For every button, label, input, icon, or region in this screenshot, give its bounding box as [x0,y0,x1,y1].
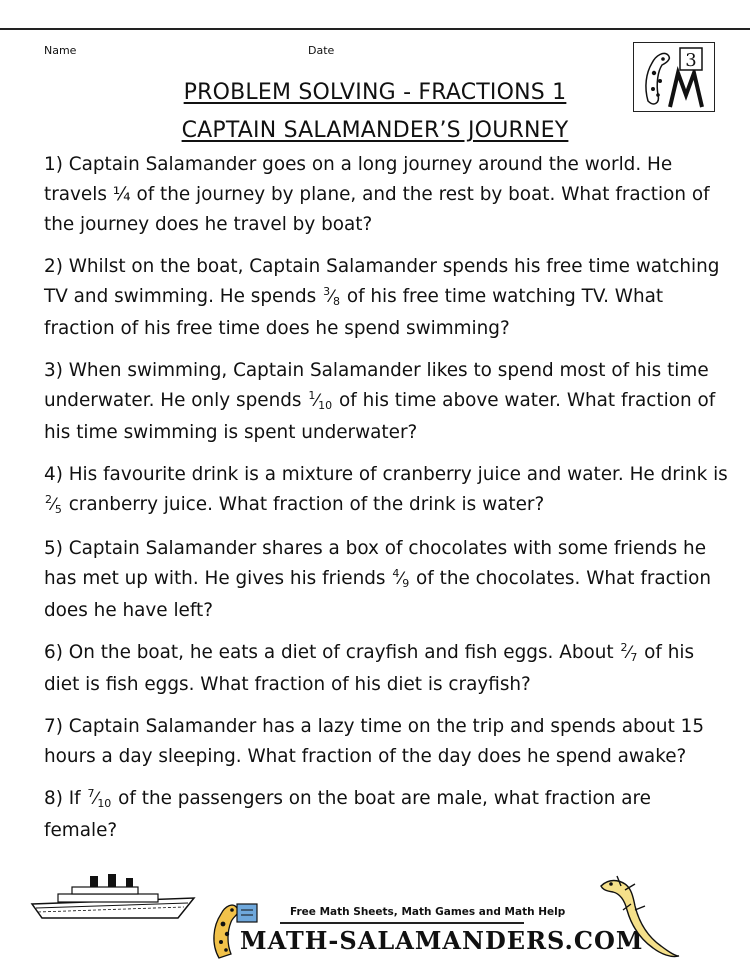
question-4 [44,460,728,522]
question-1 [44,150,716,240]
lizard-icon [595,870,685,960]
question-line: 5) Captain Salamander shares a box of chocolates with some friends he [44,538,707,559]
fraction-numerator: 3 [323,285,331,298]
question-line: travels ¼ of the journey by plane, and the rest by boat. What fraction of [44,184,710,205]
footer-site-logo[interactable] [240,926,643,955]
question-line-with-fraction [44,490,716,522]
question-line: 2) Whilst on the boat, Captain Salamander spends his free time watching [44,256,720,277]
worksheet-title: PROBLEM SOLVING - FRACTIONS 1 [183,80,567,105]
question-text: of his time above water. What fraction of [333,390,716,411]
top-rule [0,28,750,30]
question-7 [44,712,716,772]
question-line: female? [44,820,118,841]
question-line: 4) His favourite drink is a mixture of cranberry juice and water. He drink is [44,464,728,485]
footer-logo-initial: M [240,926,268,955]
question-line: the journey does he travel by boat? [44,214,373,235]
question-text: of his [638,642,695,663]
question-line: does he have left? [44,600,213,621]
grade-number: 3 [685,50,697,71]
question-5 [44,534,716,626]
question-line-with-fraction [44,784,716,816]
fraction: $^3$⁄8 [323,285,340,308]
fraction-denominator: 5 [54,503,62,516]
question-list [44,150,728,858]
question-text: has met up with. He gives his friends [44,568,392,589]
date-label: Date [308,44,335,57]
fraction-denominator: 10 [318,399,333,412]
question-line: hours a day sleeping. What fraction of the day does he spend awake? [44,746,687,767]
fraction: $^4$⁄9 [392,567,410,590]
fraction: $^7$⁄10 [87,787,112,810]
ship-icon [28,870,198,922]
fraction-numerator: 1 [308,389,316,402]
fraction-numerator: 4 [392,567,400,580]
question-text: TV and swimming. He spends [44,286,323,307]
footer-tagline: Free Math Sheets, Math Games and Math Help [290,906,566,918]
question-line-with-fraction [44,282,716,314]
question-text: underwater. He only spends [44,390,308,411]
fraction-denominator: 7 [630,651,638,664]
footer-rule [280,922,524,924]
question-text: 8) If [44,788,87,809]
question-line-with-fraction [44,386,716,418]
fraction-numerator: 2 [45,493,52,506]
question-line: diet is fish eggs. What fraction of his diet is crayfish? [44,674,531,695]
question-3 [44,356,716,448]
question-text: of the chocolates. What fraction [410,568,712,589]
fraction: $^2$⁄7 [620,641,638,664]
worksheet-subtitle: CAPTAIN SALAMANDER’S JOURNEY [181,118,569,143]
fraction-denominator: 9 [402,577,410,590]
question-line: his time swimming is spent underwater? [44,422,418,443]
question-text: of the passengers on the boat are male, what fraction are [112,788,651,809]
question-text: 6) On the boat, he eats a diet of crayfish and fish eggs. About [44,642,620,663]
salamander-logo-icon [634,43,714,111]
question-6 [44,638,716,700]
question-2 [44,252,720,344]
fraction: $^1$⁄10 [308,389,333,412]
fraction-numerator: 7 [87,787,95,800]
question-line-with-fraction [44,638,716,670]
question-8 [44,784,716,846]
footer-logo-word: ATH-SALAMANDERS.COM [267,926,644,955]
fraction-denominator: 8 [332,295,340,308]
fraction: $^2$⁄5 [45,493,62,516]
fraction-denominator: 10 [97,797,112,810]
question-line-with-fraction [44,564,716,596]
question-line: 1) Captain Salamander goes on a long journey around the world. He [44,154,673,175]
question-line: fraction of his free time does he spend swimming? [44,318,510,339]
grade-logo [633,42,715,112]
question-line: 7) Captain Salamander has a lazy time on the trip and spends about 15 [44,716,705,737]
question-text: cranberry juice. What fraction of the drink is water? [62,494,545,515]
question-line: 3) When swimming, Captain Salamander likes to spend most of his time [44,360,709,381]
question-text: of his free time watching TV. What [340,286,664,307]
name-label: Name [44,44,77,57]
fraction-numerator: 2 [620,641,628,654]
